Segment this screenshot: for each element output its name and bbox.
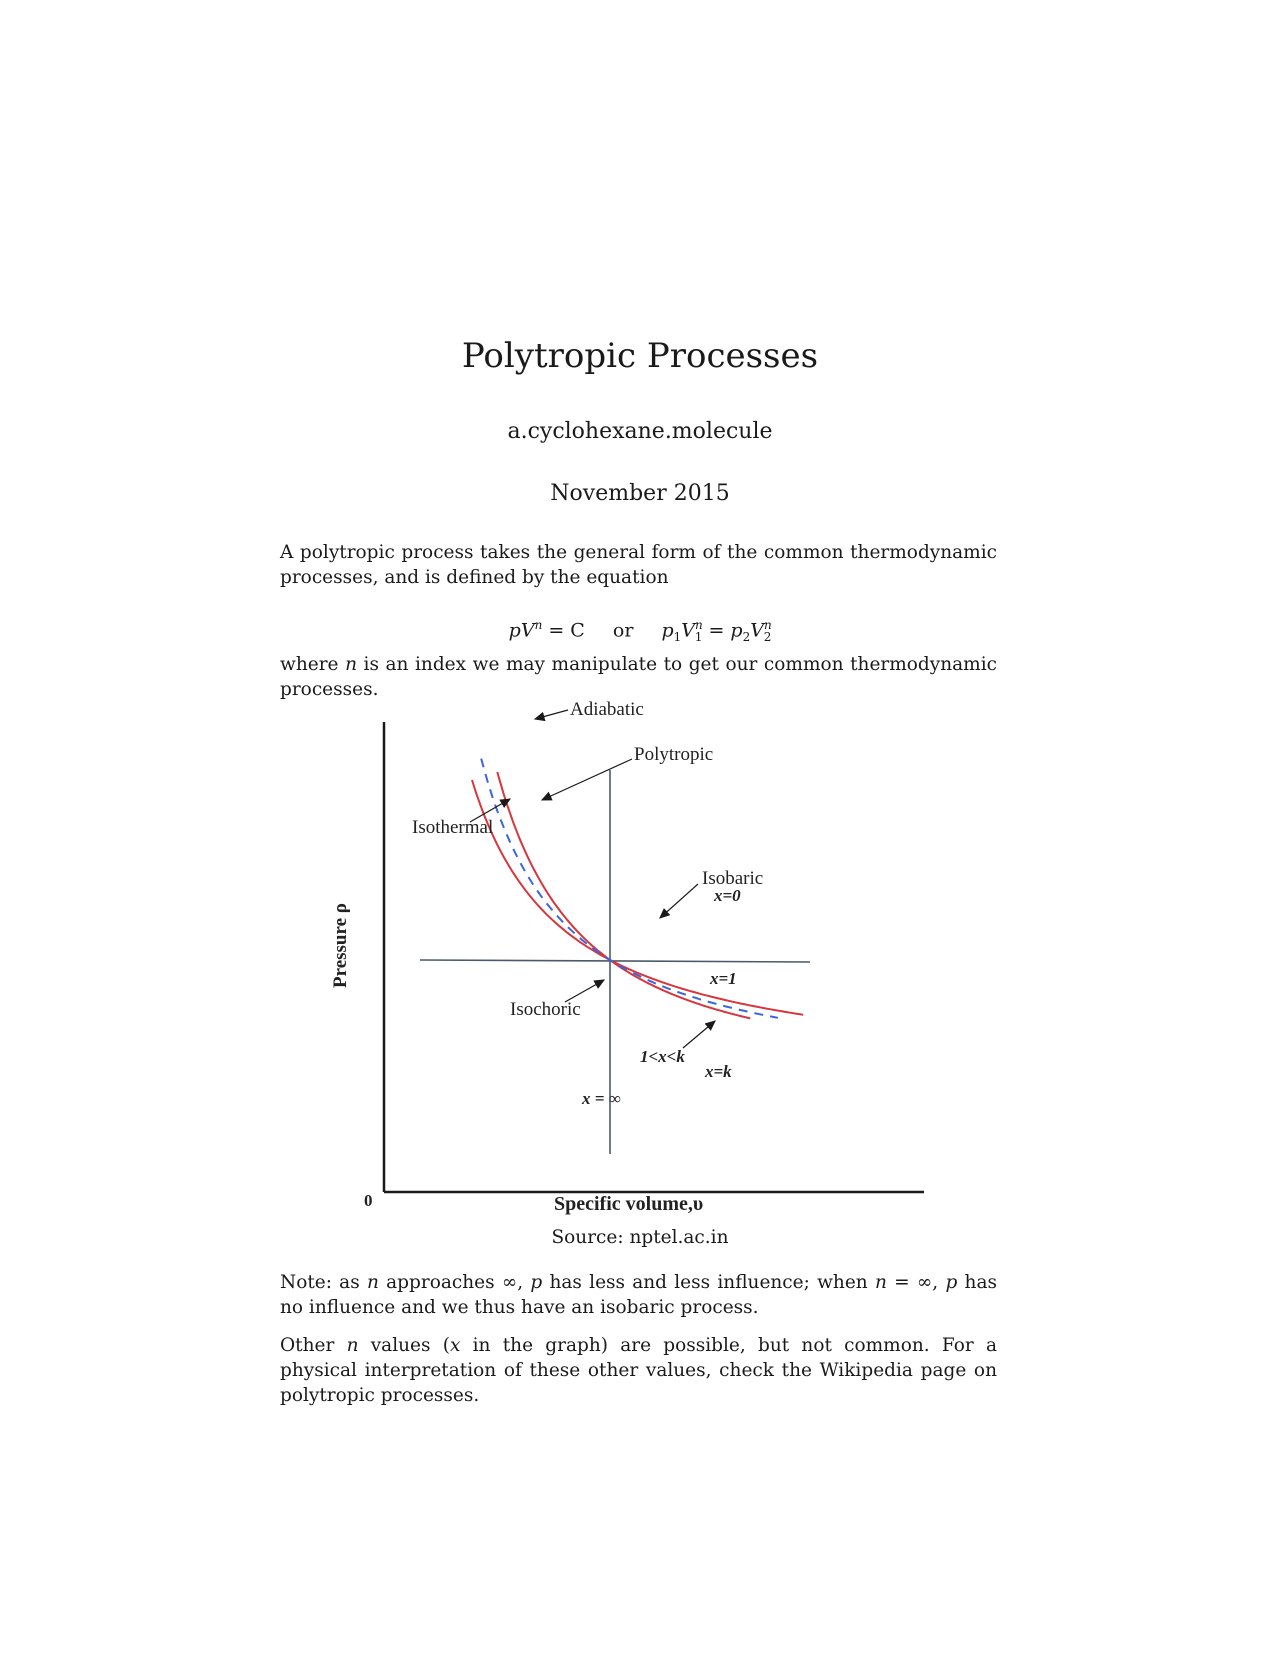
note-n2: n (874, 1272, 887, 1293)
origin-label: 0 (364, 1191, 373, 1210)
eq-p: p (508, 619, 521, 642)
isobaric-arrow (660, 884, 698, 918)
eq-exp-n2: n (763, 618, 772, 632)
eq-V-sub1: 1 (694, 630, 703, 645)
eq-exp-n: n (534, 618, 543, 632)
eq-or: or (612, 619, 634, 642)
eq-sub2: 2 (742, 630, 751, 645)
note-n1: n (366, 1272, 379, 1293)
where-var-n: n (345, 654, 357, 675)
note-mid1: approaches ∞, (386, 1272, 524, 1293)
label-xinf: x = ∞ (582, 1089, 621, 1108)
pv-diagram (330, 699, 950, 1215)
label-adiabatic: Adiabatic (570, 699, 644, 720)
isothermal-curve (472, 780, 803, 1015)
range-arrow (683, 1021, 715, 1048)
label-x1: x=1 (710, 969, 737, 988)
label-polytropic: Polytropic (634, 744, 714, 765)
intro-paragraph (280, 540, 997, 590)
other-pre: Other (280, 1335, 335, 1356)
eq-V: V (520, 619, 535, 642)
label-isothermal: Isothermal (412, 817, 494, 838)
adiabatic-arrow (535, 710, 568, 719)
note-pre: Note: as (280, 1272, 360, 1293)
intro-text: A polytropic process takes the general form of the common thermodynamic processes, and is defined by the equation (280, 542, 997, 588)
eq-p2: p (730, 619, 743, 642)
note-post: has no influence and we thus have an isobaric process. (280, 1272, 997, 1318)
eq-const: = C (548, 619, 585, 642)
other-n: n (346, 1335, 359, 1356)
document-author: a.cyclohexane.molecule (507, 419, 773, 444)
eq-equals: = (708, 619, 725, 642)
x-axis-label: Specific volume,υ (554, 1193, 704, 1215)
eq-sub1: 1 (673, 630, 682, 645)
eq-V1: V (681, 619, 696, 642)
note-mid2: has less and less influence; when (549, 1272, 868, 1293)
other-mid: values ( (370, 1335, 450, 1356)
other-x: x (449, 1335, 461, 1356)
y-axis-label: Pressure ρ (330, 903, 351, 988)
other-post: in the graph) are possible, but not common. For a physical interpretation of these other values, check the Wikipedia page on polytropic processes. (280, 1335, 997, 1406)
where-post: is an index we may manipulate to get our common thermodynamic processes. (280, 654, 997, 700)
polytropic-arrow (542, 759, 632, 800)
other-paragraph (280, 1333, 997, 1408)
note-mid3: = ∞, (894, 1272, 939, 1293)
note-paragraph (280, 1270, 997, 1320)
eq-p1: p (661, 619, 674, 642)
label-isochoric: Isochoric (510, 999, 581, 1020)
figure-caption: Source: nptel.ac.in (551, 1227, 729, 1248)
document-date: November 2015 (550, 481, 730, 506)
eq-exp-n1: n (695, 618, 703, 632)
note-p2: p (945, 1272, 958, 1293)
where-pre: where (280, 654, 339, 675)
document-title: Polytropic Processes (461, 336, 819, 376)
label-isobaric: Isobaric (702, 868, 764, 889)
note-p1: p (530, 1272, 543, 1293)
where-paragraph (280, 652, 997, 702)
eq-V-sub2: 2 (763, 630, 772, 645)
label-xk: x=k (705, 1062, 732, 1081)
polytropic-equation (0, 612, 1280, 650)
eq-V2: V (750, 619, 764, 642)
label-isobaric-x: x=0 (714, 886, 741, 905)
label-range: 1<x<k (640, 1047, 685, 1066)
